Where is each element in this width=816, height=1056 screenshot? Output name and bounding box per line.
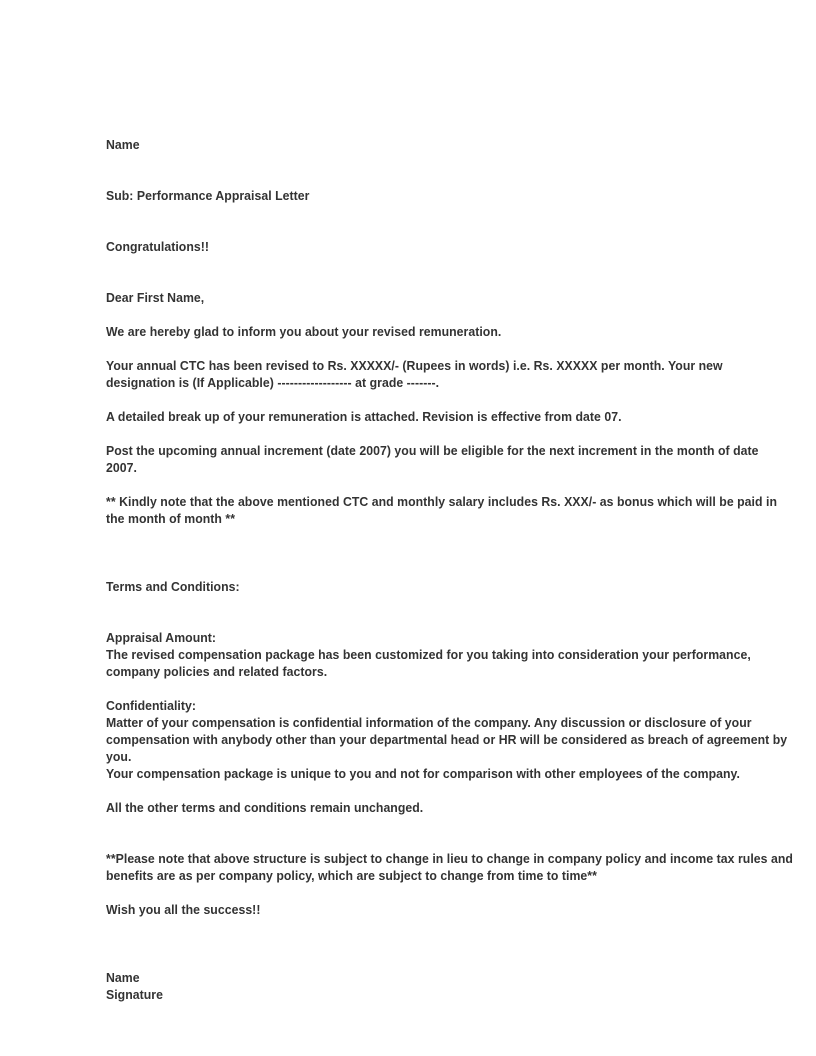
breakup-paragraph: A detailed break up of your remuneration is attached. Revision is effective from date 07.: [106, 409, 622, 424]
unchanged-terms: All the other terms and conditions remain unchanged.: [106, 800, 424, 815]
confidentiality-line-3: you.: [106, 749, 132, 764]
intro-paragraph: We are hereby glad to inform you about your revised remuneration.: [106, 324, 502, 339]
confidentiality-line-2: compensation with anybody other than your departmental head or HR will be considered as breach of agreement by: [106, 732, 788, 747]
confidentiality-line-1: Matter of your compensation is confidential information of the company. Any discussion or disclosure of your: [106, 715, 752, 730]
subject-line: Sub: Performance Appraisal Letter: [106, 188, 310, 203]
ctc-paragraph-line-1: Your annual CTC has been revised to Rs. XXXXX/- (Rupees in words) i.e. Rs. XXXXX per month. Your new: [106, 358, 723, 373]
signature-label: Signature: [106, 987, 163, 1002]
salutation: Dear First Name,: [106, 290, 205, 305]
congratulations: Congratulations!!: [106, 239, 209, 254]
signer-name: Name: [106, 970, 140, 985]
bonus-note-line-2: the month of month **: [106, 511, 236, 526]
closing-wish: Wish you all the success!!: [106, 902, 261, 917]
confidentiality-heading: Confidentiality:: [106, 698, 197, 713]
terms-heading: Terms and Conditions:: [106, 579, 240, 594]
appraisal-line-1: The revised compensation package has been customized for you taking into consideration your performance,: [106, 647, 751, 662]
increment-paragraph-line-1: Post the upcoming annual increment (date 2007) you will be eligible for the next increment in the month of date: [106, 443, 759, 458]
ctc-paragraph-line-2: designation is (If Applicable) ------------------ at grade -------.: [106, 375, 440, 390]
appraisal-line-2: company policies and related factors.: [106, 664, 328, 679]
structure-note-line-1: **Please note that above structure is subject to change in lieu to change in company policy and income tax rules and: [106, 851, 793, 866]
increment-paragraph-line-2: 2007.: [106, 460, 137, 475]
bonus-note-line-1: ** Kindly note that the above mentioned CTC and monthly salary includes Rs. XXX/- as bonus which will be paid in: [106, 494, 777, 509]
recipient-name: Name: [106, 137, 140, 152]
appraisal-amount-heading: Appraisal Amount:: [106, 630, 217, 645]
structure-note-line-2: benefits are as per company policy, which are subject to change from time to time**: [106, 868, 597, 883]
confidentiality-line-4: Your compensation package is unique to you and not for comparison with other employees of the company.: [106, 766, 740, 781]
